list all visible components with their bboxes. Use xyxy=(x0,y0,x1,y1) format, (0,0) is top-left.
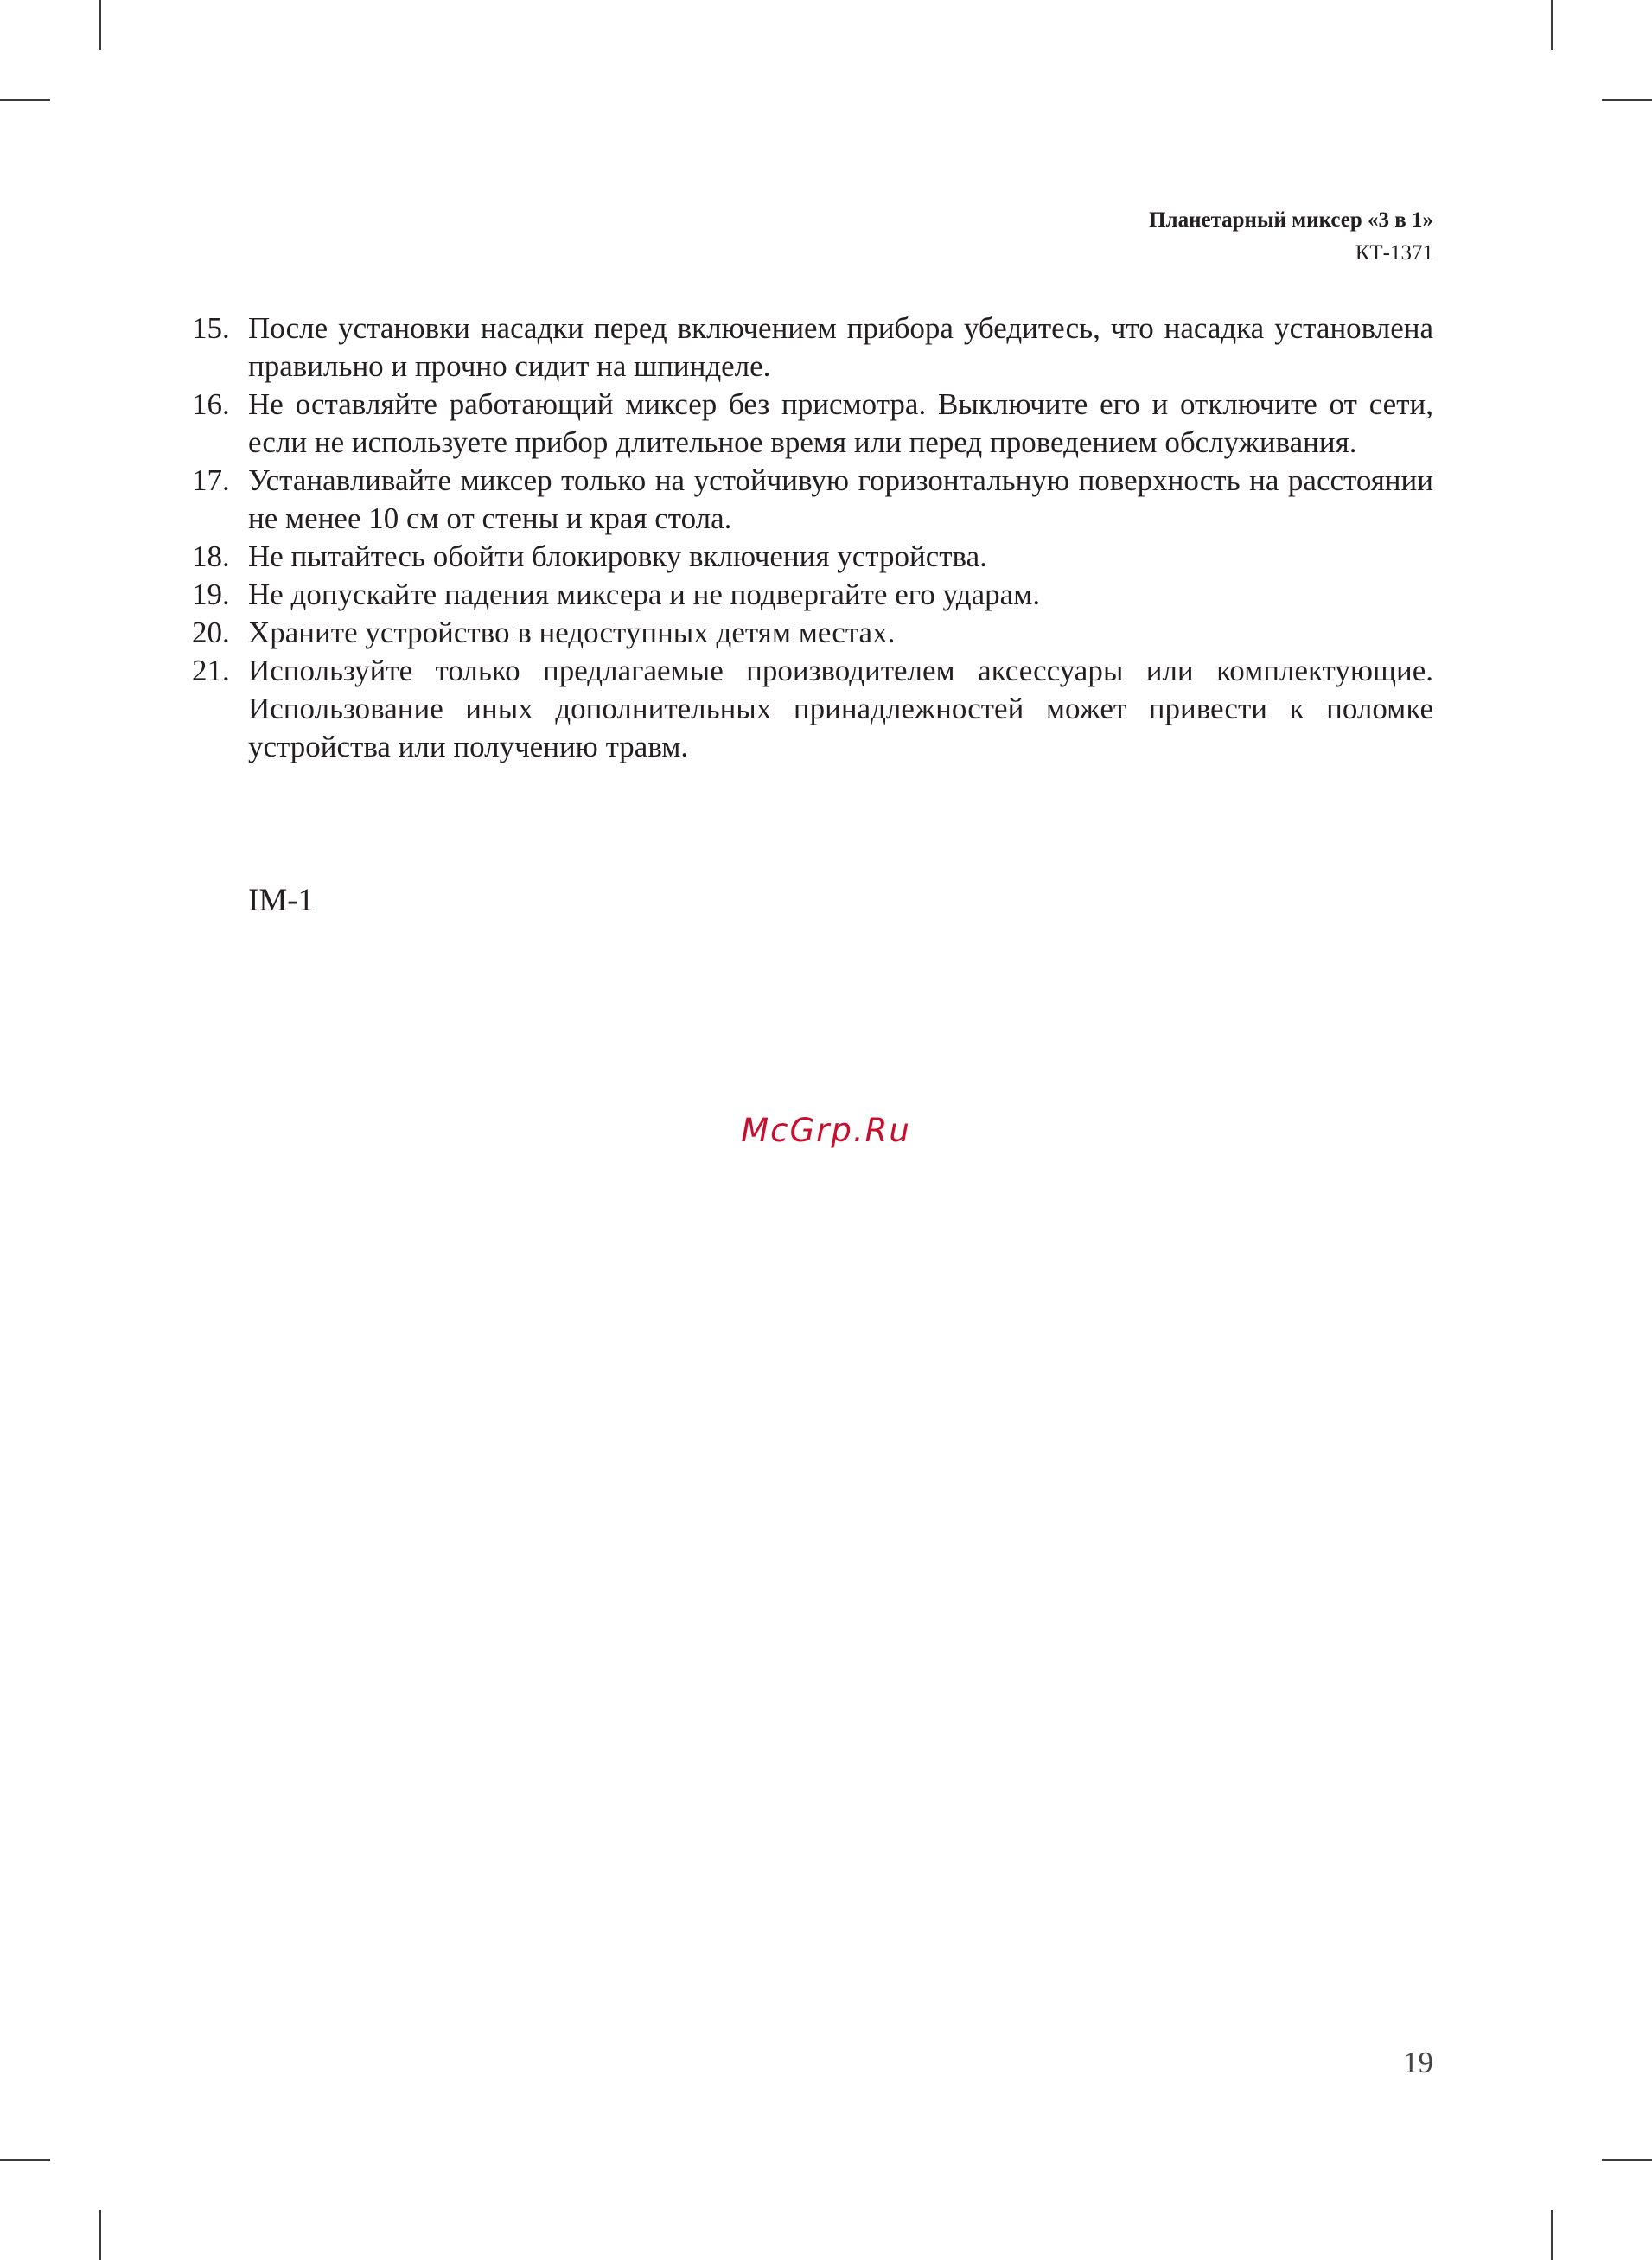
header-model: КТ-1371 xyxy=(1355,241,1433,265)
running-header xyxy=(1149,204,1433,270)
header-title: Планетарный миксер «3 в 1» xyxy=(1149,208,1433,232)
item-text: Не оставляйте работающий миксер без присмотра. Выключите его и отключите от сети, если не используете прибор длительное время или перед проведением обслуживания. xyxy=(248,387,1433,459)
watermark-link[interactable]: McGrp.Ru xyxy=(741,1112,911,1149)
item-text: Устанавливайте миксер только на устойчивую горизонтальную поверхность на расстоянии не менее 10 см от стены и края стола. xyxy=(248,463,1433,535)
list-item xyxy=(192,652,1433,766)
item-number: 17. xyxy=(192,463,230,497)
item-number: 21. xyxy=(192,654,230,687)
item-text: Храните устройство в недоступных детям местах. xyxy=(248,616,896,649)
item-number: 16. xyxy=(192,387,230,421)
list-item xyxy=(192,462,1433,538)
item-number: 19. xyxy=(192,578,230,611)
crop-mark-top-left-horizontal xyxy=(0,99,50,101)
list-item xyxy=(192,310,1433,386)
item-text: Используйте только предлагаемые производителем аксессуары или комплектующие. Использование иных дополнительных принадлежностей может привести к поломке устройства или получению травм. xyxy=(248,654,1433,763)
crop-mark-top-right-horizontal xyxy=(1602,99,1652,101)
crop-mark-bottom-right-horizontal xyxy=(1602,2159,1652,2161)
list-item xyxy=(192,538,1433,576)
item-text: Не пытайтесь обойти блокировку включения устройства. xyxy=(248,539,987,573)
crop-mark-bottom-right-vertical xyxy=(1551,2210,1553,2260)
page-number: 19 xyxy=(1403,2046,1433,2079)
list-item xyxy=(192,386,1433,462)
safety-instructions-list xyxy=(192,310,1433,766)
crop-mark-top-left-vertical xyxy=(99,0,101,50)
item-number: 18. xyxy=(192,539,230,573)
item-text: После установки насадки перед включением прибора убедитесь, что насадка установлена правильно и прочно сидит на шпинделе. xyxy=(248,311,1433,383)
item-number: 20. xyxy=(192,616,230,649)
document-code: IM-1 xyxy=(248,883,315,918)
list-item xyxy=(192,614,1433,652)
item-text: Не допускайте падения миксера и не подвергайте его ударам. xyxy=(248,578,1041,611)
crop-mark-bottom-left-horizontal xyxy=(0,2159,50,2161)
list-item xyxy=(192,576,1433,614)
crop-mark-bottom-left-vertical xyxy=(99,2210,101,2260)
crop-mark-top-right-vertical xyxy=(1551,0,1553,50)
item-number: 15. xyxy=(192,311,230,345)
